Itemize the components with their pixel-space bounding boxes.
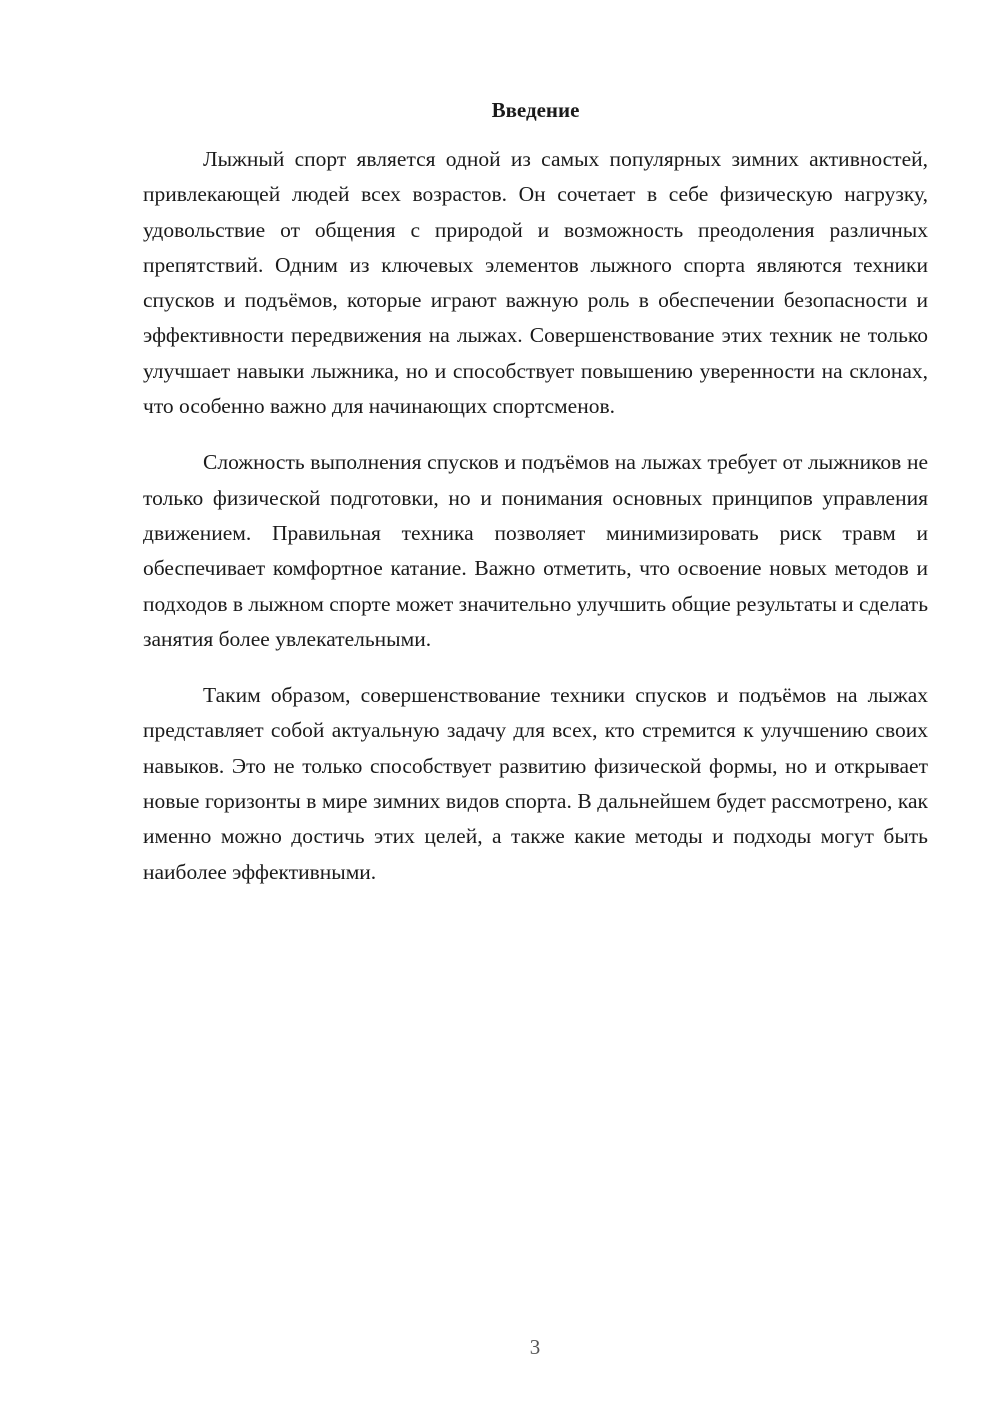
paragraph-2: Сложность выполнения спусков и подъёмов на лыжах требует от лыжников не только физической подготовки, но и понимания основных принципов управления движением. Правильная техника позволяет минимизировать риск травм и обеспечивает комфортное катание. Важно отметить, что освоение новых методов и подходов в лыжном спорте может значительно улучшить общие результаты и сделать занятия более увлекательными.: [143, 450, 928, 651]
paragraph-1: Лыжный спорт является одной из самых популярных зимних активностей, привлекающей людей всех возрастов. Он сочетает в себе физическую нагрузку, удовольствие от общения с природой и возможность преодоления различных препятствий. Одним из ключевых элементов лыжного спорта являются техники спусков и подъёмов, которые играют важную роль в обеспечении безопасности и эффективности передвижения на лыжах. Совершенствование этих техник не только улучшает навыки лыжника, но и способствует повышению уверенности на склонах, что особенно важно для начинающих спортсменов.: [143, 147, 928, 419]
page-number: 3: [529, 1335, 541, 1359]
section-title: Введение: [491, 98, 580, 122]
page-content: [143, 96, 928, 911]
paragraph-3: Таким образом, совершенствование техники спусков и подъёмов на лыжах представляет собой актуальную задачу для всех, кто стремится к улучшению своих навыков. Это не только способствует развитию физической формы, но и открывает новые горизонты в мире зимних видов спорта. В дальнейшем будет рассмотрено, как именно можно достичь этих целей, а также какие методы и подходы могут быть наиболее эффективными.: [143, 683, 928, 884]
